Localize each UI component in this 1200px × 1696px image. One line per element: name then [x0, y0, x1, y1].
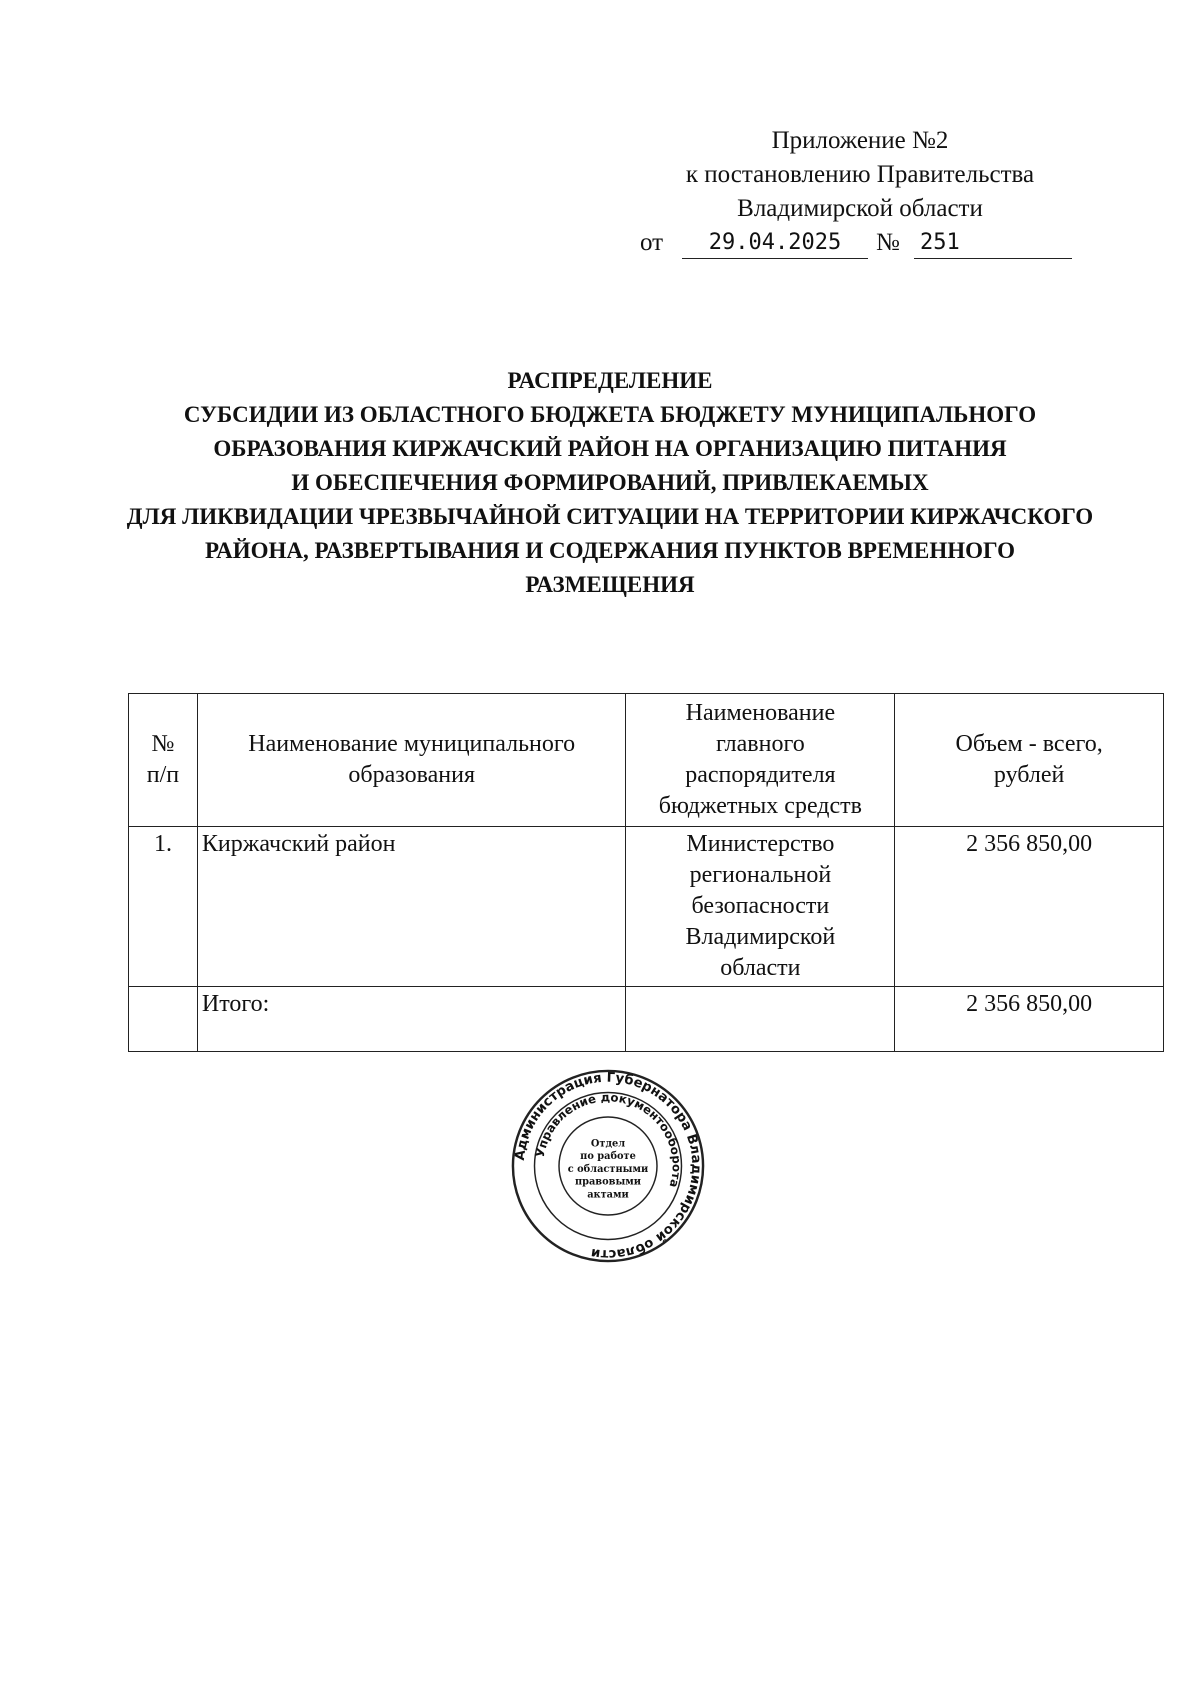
resolution-number: 251 — [914, 226, 1072, 259]
row-volume: 2 356 850,00 — [895, 827, 1164, 987]
total-administrator-cell — [626, 987, 895, 1052]
stamp-center-line: по работе — [580, 1151, 636, 1163]
title-line: ОБРАЗОВАНИЯ КИРЖАЧСКИЙ РАЙОН НА ОРГАНИЗАЦИЮ ПИТАНИЯ — [213, 436, 1007, 461]
table-row — [129, 827, 1164, 987]
title-line: РАСПРЕДЕЛЕНИЕ — [507, 368, 713, 393]
appendix-region: Владимирской области — [737, 195, 983, 222]
official-stamp — [510, 1068, 706, 1264]
header-number: № п/п — [129, 694, 198, 827]
appendix-block — [640, 124, 1080, 260]
stamp-center-line: с областными — [567, 1163, 649, 1175]
appendix-resolution: к постановлению Правительства — [685, 161, 1035, 188]
total-label: Итого: — [197, 987, 626, 1052]
resolution-date: 29.04.2025 — [682, 226, 868, 259]
stamp-center-line: правовыми — [574, 1176, 642, 1188]
row-number: 1. — [129, 827, 198, 987]
total-volume: 2 356 850,00 — [895, 987, 1164, 1052]
table-header-row — [129, 694, 1164, 827]
title-line: СУБСИДИИ ИЗ ОБЛАСТНОГО БЮДЖЕТА БЮДЖЕТУ МУНИЦИПАЛЬНОГО — [183, 402, 1037, 427]
row-municipality: Киржачский район — [197, 827, 626, 987]
title-line: РАЗМЕЩЕНИЯ — [525, 572, 695, 597]
document-title — [110, 364, 1110, 602]
title-line: И ОБЕСПЕЧЕНИЯ ФОРМИРОВАНИЙ, ПРИВЛЕКАЕМЫХ — [291, 470, 929, 495]
stamp-center-line: Отдел — [590, 1138, 626, 1150]
number-label: № — [876, 229, 900, 256]
stamp-inner-text: Управление документооборота — [532, 1090, 684, 1190]
header-volume: Объем - всего, рублей — [895, 694, 1164, 827]
distribution-table — [128, 693, 1164, 1052]
title-line: ДЛЯ ЛИКВИДАЦИИ ЧРЕЗВЫЧАЙНОЙ СИТУАЦИИ НА ТЕРРИТОРИИ КИРЖАЧСКОГО — [126, 504, 1094, 529]
header-municipality: Наименование муниципального образования — [197, 694, 626, 827]
stamp-outer-text: Администрация Губернатора Владимирской области — [512, 1070, 704, 1262]
appendix-date-line — [640, 226, 1080, 260]
header-administrator: Наименование главного распорядителя бюджетных средств — [626, 694, 895, 827]
total-number-cell — [129, 987, 198, 1052]
table-total-row — [129, 987, 1164, 1052]
title-line: РАЙОНА, РАЗВЕРТЫВАНИЯ И СОДЕРЖАНИЯ ПУНКТОВ ВРЕМЕННОГО — [204, 538, 1015, 563]
appendix-title: Приложение №2 — [771, 127, 949, 154]
from-label: от — [640, 229, 664, 256]
stamp-center-line: актами — [587, 1189, 629, 1201]
row-administrator: Министерство региональной безопасности Владимирской области — [626, 827, 895, 987]
